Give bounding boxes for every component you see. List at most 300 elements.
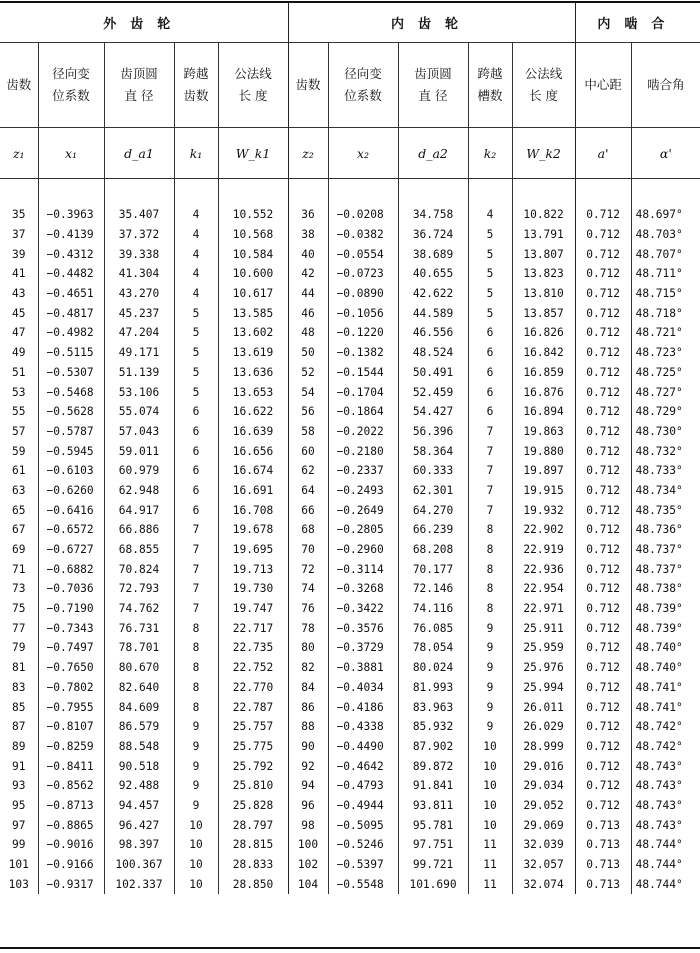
cell-x2: −0.5246 [328,835,398,855]
cell-z1: 73 [12,582,26,596]
cell-k1: 9 [174,737,218,757]
cell-k1: 4 [174,284,218,304]
cell-k2: 5 [468,284,512,304]
cell-wk2: 19.863 [512,422,575,442]
cell-k2: 11 [468,855,512,875]
cell-meshing-angle: 48.742° [631,717,700,737]
cell-x1: −0.6260 [38,481,104,501]
symbol-z1: z₁ [0,128,38,179]
cell-da1: 80.670 [104,658,174,678]
cell-da1: 51.139 [104,363,174,383]
cell-k2: 6 [468,323,512,343]
cell-da2: 95.781 [398,815,468,835]
cell-wk2: 13.823 [512,264,575,284]
cell-da1: 57.043 [104,422,174,442]
cell-x1: −0.8411 [38,756,104,776]
cell-center-distance: 0.712 [575,776,631,796]
cell-z2: 80 [288,638,328,658]
cell-z1: 77 [12,621,26,635]
cell-da2: 99.721 [398,855,468,875]
table-row [0,323,700,343]
cell-k2: 7 [468,481,512,501]
cell-k1: 4 [174,244,218,264]
cell-z1: 75 [12,602,26,616]
cell-meshing-angle: 48.741° [631,697,700,717]
symbol-x2: x₂ [328,128,398,179]
cell-z1: 69 [12,543,26,557]
cell-center-distance: 0.712 [575,599,631,619]
cell-center-distance: 0.712 [575,579,631,599]
cell-x2: −0.3729 [328,638,398,658]
cell-x2: −0.4034 [328,678,398,698]
cell-da2: 58.364 [398,441,468,461]
cell-wk1: 13.602 [218,323,288,343]
table-row [0,579,700,599]
cell-z2: 66 [288,500,328,520]
col-label-da2: 齿顶圆 直 径 [398,43,468,128]
cell-x1: −0.7802 [38,678,104,698]
cell-x1: −0.7036 [38,579,104,599]
cell-k1: 6 [174,481,218,501]
cell-k1: 6 [174,402,218,422]
cell-z2: 56 [288,402,328,422]
cell-meshing-angle: 48.737° [631,559,700,579]
cell-da2: 62.301 [398,481,468,501]
cell-k2: 7 [468,422,512,442]
cell-k2: 8 [468,540,512,560]
col-label-center-distance: 中心距 [575,43,631,128]
cell-z1: 63 [12,483,26,497]
cell-x2: −0.3576 [328,618,398,638]
cell-wk2: 22.954 [512,579,575,599]
cell-x1: −0.9317 [38,874,104,894]
cell-x2: −0.2493 [328,481,398,501]
cell-z2: 62 [288,461,328,481]
cell-x1: −0.5945 [38,441,104,461]
col-label-k1: 跨越 齿数 [174,43,218,128]
table-row [0,815,700,835]
cell-k2: 9 [468,678,512,698]
cell-x2: −0.1220 [328,323,398,343]
cell-da2: 76.085 [398,618,468,638]
symbol-x1: x₁ [38,128,104,179]
cell-da1: 74.762 [104,599,174,619]
cell-k1: 9 [174,796,218,816]
cell-z2: 94 [288,776,328,796]
cell-wk2: 29.016 [512,756,575,776]
cell-k1: 6 [174,500,218,520]
table-row [0,225,700,245]
cell-da1: 64.917 [104,500,174,520]
col-label-da1: 齿顶圆 直 径 [104,43,174,128]
cell-da1: 88.548 [104,737,174,757]
cell-da1: 35.407 [104,205,174,225]
cell-wk2: 19.880 [512,441,575,461]
table-row [0,520,700,540]
cell-z1: 55 [12,405,26,419]
cell-k1: 5 [174,303,218,323]
table-row [0,481,700,501]
cell-da2: 101.690 [398,874,468,894]
cell-k1: 8 [174,638,218,658]
cell-z1: 67 [12,523,26,537]
cell-k2: 9 [468,697,512,717]
table-row [0,855,700,875]
cell-wk1: 22.717 [218,618,288,638]
symbol-k1: k₁ [174,128,218,179]
cell-z2: 88 [288,717,328,737]
cell-k1: 5 [174,343,218,363]
cell-wk1: 28.833 [218,855,288,875]
table-row [0,461,700,481]
cell-z2: 90 [288,737,328,757]
cell-da2: 66.239 [398,520,468,540]
cell-z2: 98 [288,815,328,835]
col-label-k2: 跨越 槽数 [468,43,512,128]
cell-meshing-angle: 48.743° [631,815,700,835]
cell-k2: 5 [468,225,512,245]
cell-k2: 6 [468,343,512,363]
cell-meshing-angle: 48.743° [631,776,700,796]
cell-wk2: 10.822 [512,205,575,225]
cell-z1: 103 [8,877,29,891]
cell-da1: 53.106 [104,382,174,402]
cell-da1: 94.457 [104,796,174,816]
cell-wk2: 29.052 [512,796,575,816]
cell-z2: 68 [288,520,328,540]
cell-wk1: 13.619 [218,343,288,363]
cell-wk2: 16.876 [512,382,575,402]
cell-meshing-angle: 48.735° [631,500,700,520]
cell-x2: −0.4490 [328,737,398,757]
cell-wk1: 19.678 [218,520,288,540]
cell-wk1: 22.770 [218,678,288,698]
cell-wk2: 25.976 [512,658,575,678]
cell-wk1: 28.797 [218,815,288,835]
cell-k2: 8 [468,559,512,579]
cell-da2: 34.758 [398,205,468,225]
cell-z1: 79 [12,641,26,655]
cell-wk2: 19.897 [512,461,575,481]
cell-meshing-angle: 48.743° [631,756,700,776]
col-label-z1: 齿数 [0,43,38,128]
cell-meshing-angle: 48.725° [631,363,700,383]
cell-da2: 80.024 [398,658,468,678]
cell-da2: 93.811 [398,796,468,816]
cell-center-distance: 0.712 [575,796,631,816]
cell-z1: 93 [12,779,26,793]
cell-k1: 7 [174,579,218,599]
cell-x1: −0.4312 [38,244,104,264]
cell-x2: −0.1864 [328,402,398,422]
col-label-z2: 齿数 [288,43,328,128]
cell-da1: 98.397 [104,835,174,855]
cell-wk2: 25.994 [512,678,575,698]
cell-z1: 89 [12,739,26,753]
cell-x1: −0.6882 [38,559,104,579]
table-row [0,599,700,619]
table-row [0,343,700,363]
cell-z1: 65 [12,503,26,517]
cell-da1: 59.011 [104,441,174,461]
cell-da1: 100.367 [104,855,174,875]
col-label-x2: 径向变 位系数 [328,43,398,128]
cell-k2: 7 [468,461,512,481]
cell-wk1: 13.653 [218,382,288,402]
cell-meshing-angle: 48.715° [631,284,700,304]
cell-wk2: 32.057 [512,855,575,875]
cell-z1: 101 [8,858,29,872]
cell-da1: 70.824 [104,559,174,579]
cell-k1: 10 [174,855,218,875]
cell-k2: 7 [468,500,512,520]
cell-z1: 71 [12,562,26,576]
cell-z2: 40 [288,244,328,264]
cell-k2: 6 [468,363,512,383]
cell-x1: −0.5468 [38,382,104,402]
cell-x2: −0.0723 [328,264,398,284]
cell-center-distance: 0.712 [575,481,631,501]
cell-da2: 72.146 [398,579,468,599]
cell-x1: −0.5787 [38,422,104,442]
cell-wk1: 25.757 [218,717,288,737]
cell-center-distance: 0.712 [575,658,631,678]
cell-da2: 87.902 [398,737,468,757]
cell-z1: 61 [12,464,26,478]
cell-da2: 97.751 [398,835,468,855]
cell-wk2: 22.919 [512,540,575,560]
table-row [0,244,700,264]
cell-da2: 60.333 [398,461,468,481]
cell-wk1: 25.810 [218,776,288,796]
cell-z2: 50 [288,343,328,363]
table-row [0,303,700,323]
cell-k2: 4 [468,205,512,225]
cell-meshing-angle: 48.723° [631,343,700,363]
cell-da2: 64.270 [398,500,468,520]
cell-x1: −0.5628 [38,402,104,422]
cell-da1: 41.304 [104,264,174,284]
cell-da1: 60.979 [104,461,174,481]
cell-x1: −0.5115 [38,343,104,363]
cell-k1: 8 [174,697,218,717]
symbol-k2: k₂ [468,128,512,179]
cell-x1: −0.6416 [38,500,104,520]
cell-da2: 68.208 [398,540,468,560]
cell-x2: −0.4338 [328,717,398,737]
cell-center-distance: 0.712 [575,717,631,737]
cell-wk2: 16.894 [512,402,575,422]
cell-z1: 57 [12,424,26,438]
cell-da2: 74.116 [398,599,468,619]
cell-x1: −0.3963 [38,205,104,225]
cell-z1: 53 [12,385,26,399]
cell-da2: 36.724 [398,225,468,245]
cell-wk2: 19.915 [512,481,575,501]
cell-meshing-angle: 48.721° [631,323,700,343]
cell-z1: 51 [12,365,26,379]
cell-wk2: 13.807 [512,244,575,264]
group-header-row [0,2,700,43]
cell-da1: 90.518 [104,756,174,776]
cell-x2: −0.3114 [328,559,398,579]
cell-z1: 59 [12,444,26,458]
cell-z1: 81 [12,661,26,675]
cell-x1: −0.7650 [38,658,104,678]
cell-z2: 54 [288,382,328,402]
cell-k2: 10 [468,737,512,757]
cell-z2: 76 [288,599,328,619]
cell-da1: 76.731 [104,618,174,638]
cell-x1: −0.8865 [38,815,104,835]
cell-k2: 5 [468,264,512,284]
cell-da1: 68.855 [104,540,174,560]
table-row [0,658,700,678]
cell-center-distance: 0.712 [575,618,631,638]
cell-da2: 38.689 [398,244,468,264]
table-body [0,205,700,894]
cell-wk1: 22.787 [218,697,288,717]
cell-da2: 52.459 [398,382,468,402]
cell-da1: 66.886 [104,520,174,540]
cell-k2: 9 [468,638,512,658]
cell-z1: 43 [12,287,26,301]
cell-wk1: 19.747 [218,599,288,619]
cell-wk1: 25.792 [218,756,288,776]
gear-parameter-table [0,2,700,894]
cell-meshing-angle: 48.707° [631,244,700,264]
cell-k1: 8 [174,618,218,638]
cell-z2: 100 [288,835,328,855]
cell-wk1: 10.552 [218,205,288,225]
cell-meshing-angle: 48.743° [631,796,700,816]
cell-k2: 5 [468,244,512,264]
cell-da1: 37.372 [104,225,174,245]
cell-z2: 36 [288,205,328,225]
cell-z1: 87 [12,720,26,734]
cell-center-distance: 0.712 [575,422,631,442]
cell-k1: 5 [174,323,218,343]
cell-k2: 8 [468,579,512,599]
cell-wk2: 16.842 [512,343,575,363]
cell-wk1: 16.691 [218,481,288,501]
cell-x2: −0.3422 [328,599,398,619]
cell-k1: 4 [174,264,218,284]
col-label-wk1: 公法线 长 度 [218,43,288,128]
cell-x1: −0.7497 [38,638,104,658]
cell-meshing-angle: 48.740° [631,638,700,658]
cell-k2: 11 [468,835,512,855]
cell-k1: 7 [174,559,218,579]
cell-da2: 83.963 [398,697,468,717]
cell-center-distance: 0.712 [575,559,631,579]
cell-x1: −0.4651 [38,284,104,304]
cell-x1: −0.7343 [38,618,104,638]
cell-center-distance: 0.713 [575,815,631,835]
symbol-meshing-angle: α' [631,128,700,179]
cell-da1: 39.338 [104,244,174,264]
cell-z1: 99 [12,838,26,852]
cell-z2: 84 [288,678,328,698]
cell-center-distance: 0.713 [575,855,631,875]
cell-z2: 72 [288,559,328,579]
cell-wk2: 16.826 [512,323,575,343]
cell-x1: −0.9166 [38,855,104,875]
meshing-header: 内啮合 [575,2,700,43]
cell-x1: −0.6572 [38,520,104,540]
cell-da1: 47.204 [104,323,174,343]
cell-z2: 52 [288,363,328,383]
cell-meshing-angle: 48.740° [631,658,700,678]
table-row [0,678,700,698]
symbol-z2: z₂ [288,128,328,179]
cell-wk1: 22.752 [218,658,288,678]
cell-meshing-angle: 48.730° [631,422,700,442]
cell-x1: −0.8259 [38,737,104,757]
cell-meshing-angle: 48.733° [631,461,700,481]
table-row [0,422,700,442]
cell-da2: 44.589 [398,303,468,323]
cell-x1: −0.4982 [38,323,104,343]
cell-wk2: 16.859 [512,363,575,383]
cell-x1: −0.4139 [38,225,104,245]
cell-wk1: 16.622 [218,402,288,422]
bottom-rule [0,947,700,949]
symbol-row [0,128,700,179]
table-row [0,540,700,560]
cell-x2: −0.5397 [328,855,398,875]
cell-z2: 102 [288,855,328,875]
cell-wk2: 19.932 [512,500,575,520]
cell-meshing-angle: 48.738° [631,579,700,599]
cell-center-distance: 0.712 [575,244,631,264]
cell-x2: −0.2022 [328,422,398,442]
cell-k1: 6 [174,461,218,481]
cell-x2: −0.3881 [328,658,398,678]
cell-z1: 91 [12,759,26,773]
cell-k1: 9 [174,756,218,776]
cell-wk2: 22.971 [512,599,575,619]
cell-x1: −0.6727 [38,540,104,560]
cell-wk2: 29.034 [512,776,575,796]
cell-meshing-angle: 48.729° [631,402,700,422]
cell-meshing-angle: 48.737° [631,540,700,560]
table-row [0,697,700,717]
cell-center-distance: 0.712 [575,264,631,284]
cell-z1: 45 [12,306,26,320]
cell-da1: 86.579 [104,717,174,737]
cell-meshing-angle: 48.744° [631,855,700,875]
cell-da1: 84.609 [104,697,174,717]
cell-center-distance: 0.712 [575,500,631,520]
cell-wk1: 16.656 [218,441,288,461]
table-row [0,796,700,816]
cell-wk2: 32.074 [512,874,575,894]
cell-z2: 104 [288,874,328,894]
cell-wk2: 25.959 [512,638,575,658]
table-row [0,756,700,776]
cell-center-distance: 0.712 [575,441,631,461]
cell-z1: 85 [12,700,26,714]
cell-da1: 45.237 [104,303,174,323]
cell-x2: −0.2649 [328,500,398,520]
cell-k1: 9 [174,776,218,796]
cell-wk1: 22.735 [218,638,288,658]
cell-wk2: 22.902 [512,520,575,540]
cell-z2: 86 [288,697,328,717]
cell-z1: 35 [12,208,26,222]
cell-z1: 95 [12,798,26,812]
